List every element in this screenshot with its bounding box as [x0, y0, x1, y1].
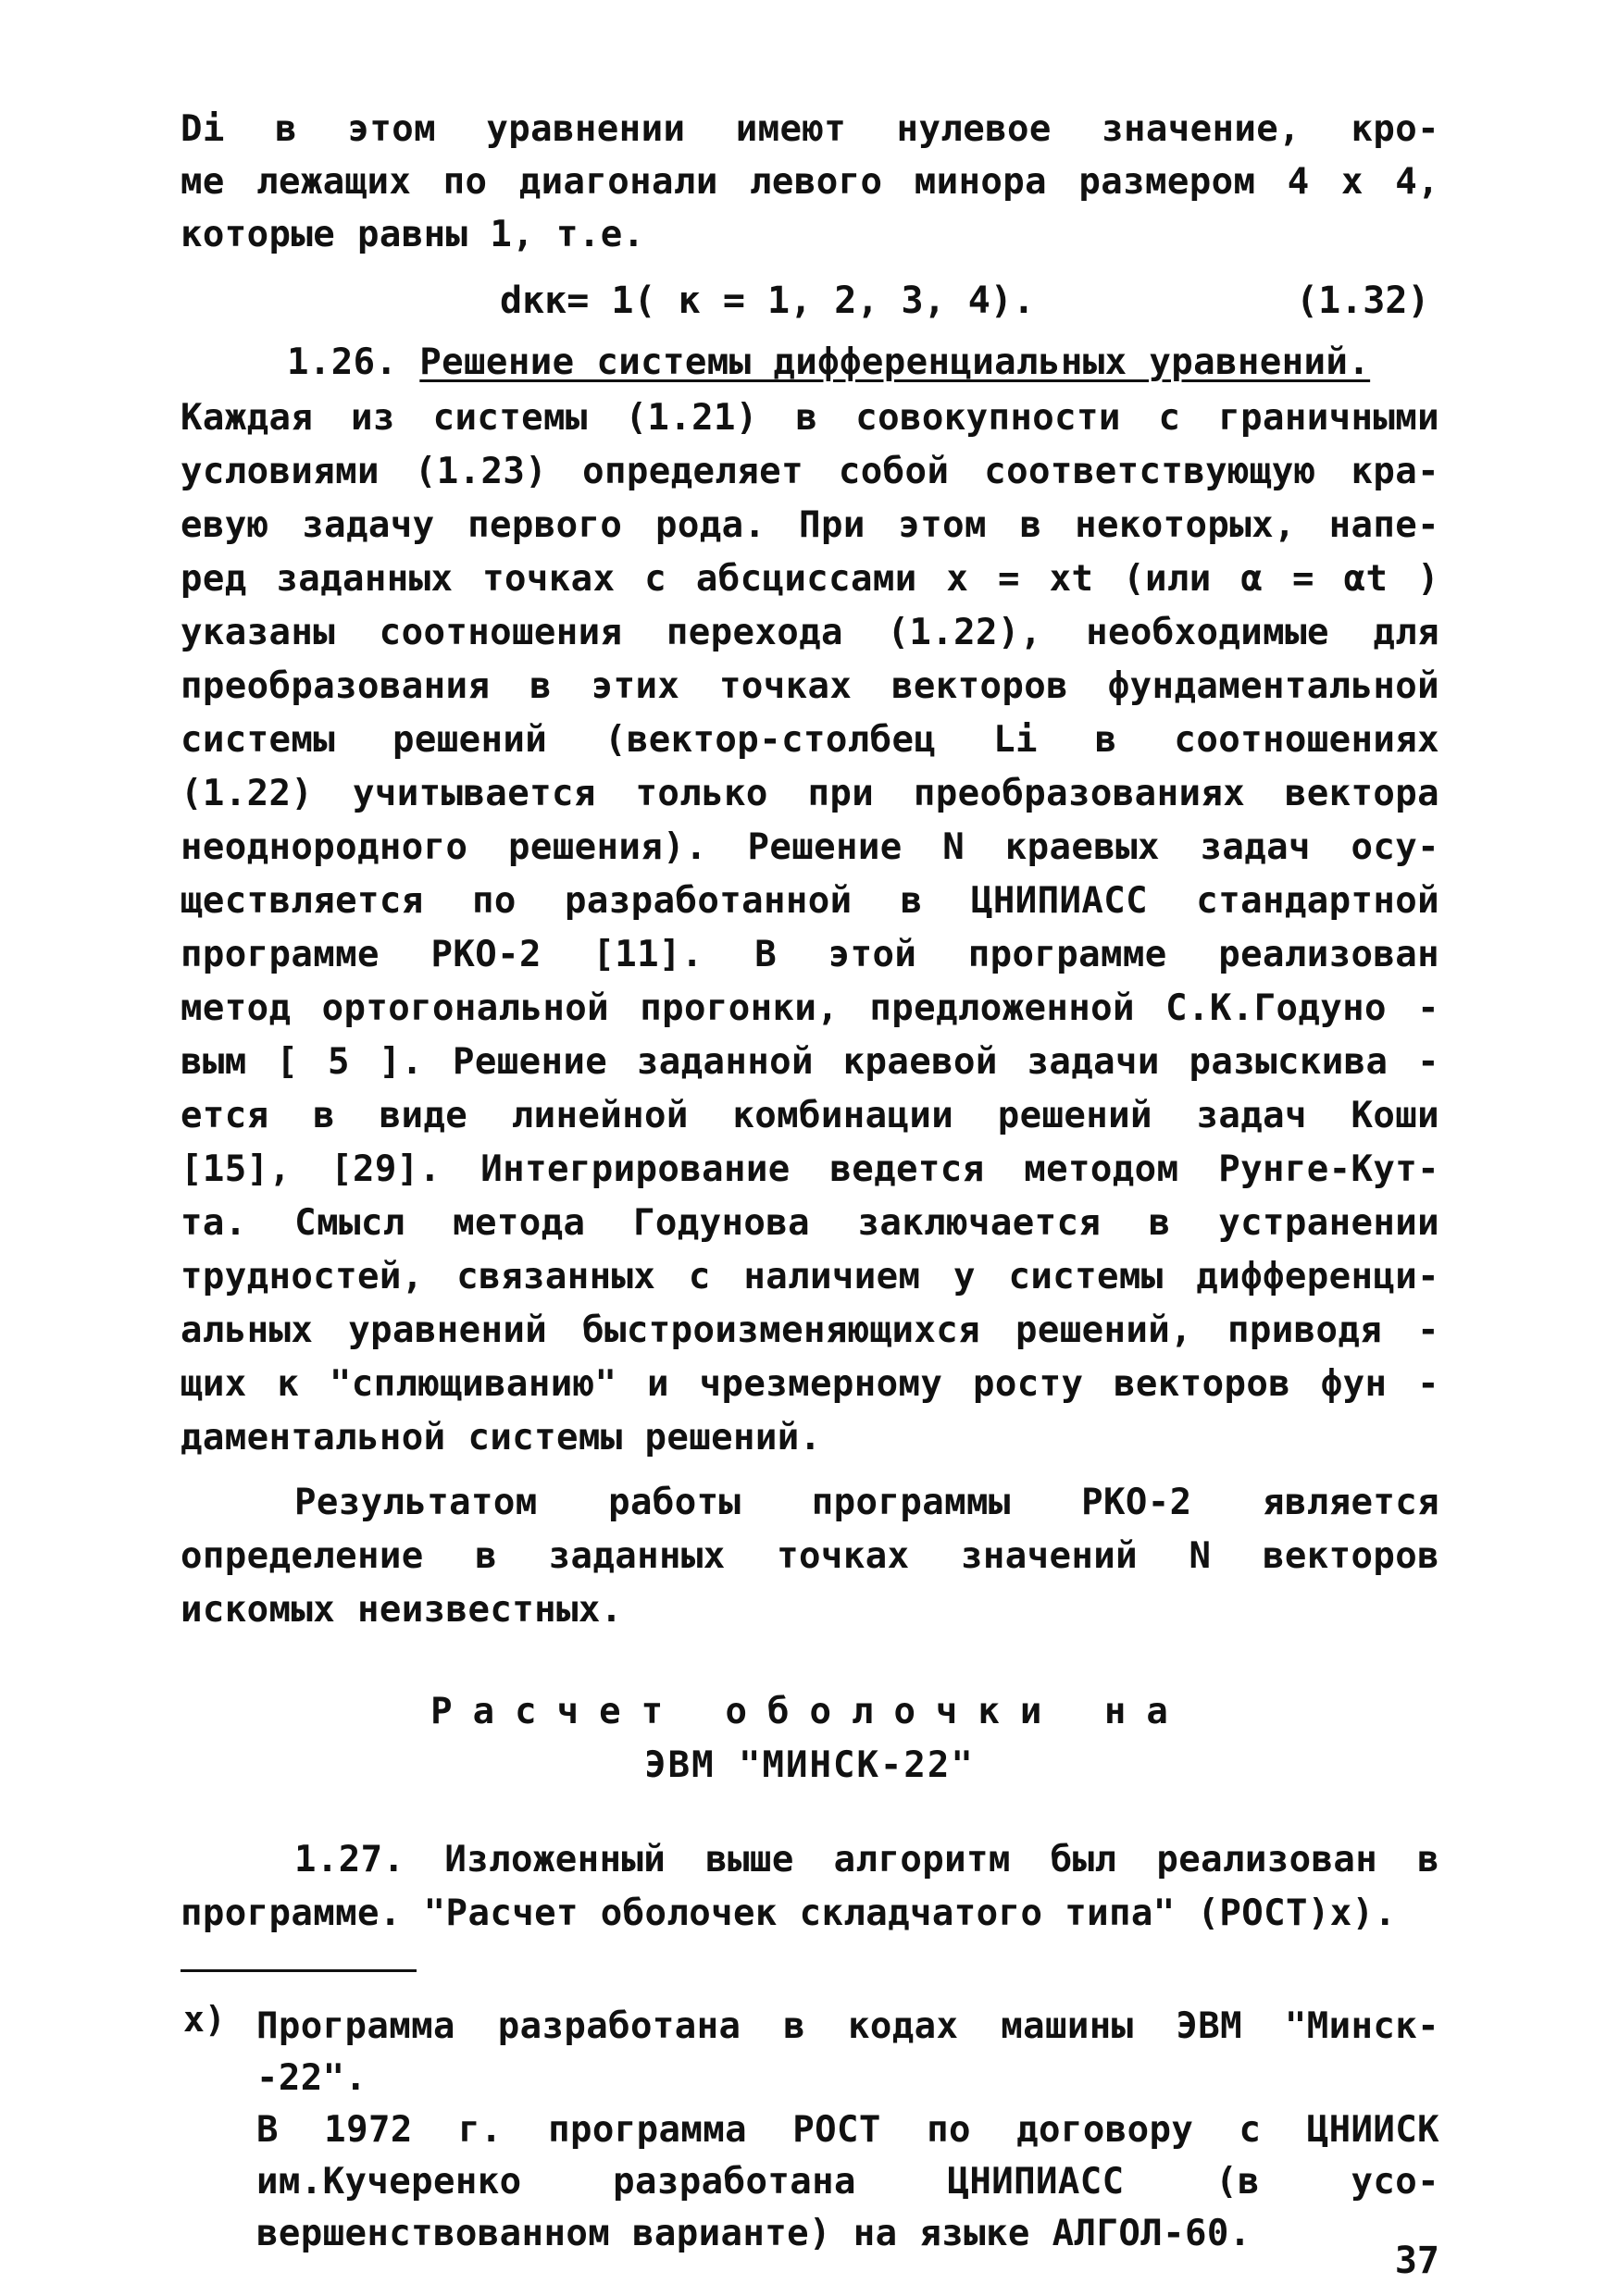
equation-number: (1.32) — [1296, 279, 1430, 322]
section-126-line-10: ществляется по разработанной в ЦНИПИАСС стандартной — [181, 880, 1439, 922]
section-126-line-1: Каждая из системы (1.21) в совокупности с граничными — [181, 397, 1439, 439]
section-126-title: Решение системы дифференциальных уравнений. — [419, 341, 1371, 383]
section-126-line-2: условиями (1.23) определяет собой соответствующую кра- — [181, 451, 1439, 492]
footnote-line-1: Программа разработана в кодах машины ЭВМ "Минск- — [256, 2005, 1439, 2047]
section-126-para2-line-1: Результатом работы программы РКО-2 является — [294, 1482, 1439, 1523]
section-126-line-15: [15], [29]. Интегрирование ведется методом Рунге-Кут- — [181, 1148, 1439, 1190]
section-126-line-5: указаны соотношения перехода (1.22), необходимые для — [181, 612, 1439, 653]
section-126-line-6: преобразования в этих точках векторов фундаментальной — [181, 665, 1439, 707]
intro-line-3: которые равны 1, т.е. — [181, 214, 645, 255]
section-126-line-11: программе РКО-2 [11]. В этой программе реализован — [181, 934, 1439, 975]
section-126-line-14: ется в виде линейной комбинации решений задач Коши — [181, 1095, 1439, 1136]
section-126-para2-line-3: искомых неизвестных. — [181, 1589, 623, 1631]
section-126-line-9: неоднородного решения). Решение N краевых задач осу- — [181, 826, 1439, 868]
section-126-line-18: альных уравнений быстроизменяющихся решений, приводя - — [181, 1309, 1439, 1351]
heading-line-1: Расчет оболочки на — [430, 1691, 1189, 1732]
intro-line-2: ме лежащих по диагонали левого минора размером 4 x 4, — [181, 161, 1439, 203]
section-126-line-12: метод ортогональной прогонки, предложенной С.К.Годуно - — [181, 987, 1439, 1029]
equation-formula: dкк= 1( к = 1, 2, 3, 4). — [500, 279, 1035, 322]
footnote-line-2: -22". — [256, 2057, 367, 2099]
section-126-line-4: ред заданных точках с абсциссами x = xt (или α = αt ) — [181, 558, 1439, 600]
intro-line-1: Di в этом уравнении имеют нулевое значение, кро- — [181, 108, 1439, 150]
footnote-line-3: В 1972 г. программа РОСТ по договору с ЦНИИСК — [256, 2109, 1439, 2151]
heading-line-2: ЭВМ "МИНСК-22" — [644, 1744, 975, 1786]
section-126-line-8: (1.22) учитывается только при преобразованиях вектора — [181, 773, 1439, 814]
section-126-line-20: даментальной системы решений. — [181, 1417, 822, 1458]
footnote-separator — [181, 1969, 417, 1972]
section-126-title-line — [287, 341, 1439, 383]
section-126-line-16: та. Смысл метода Годунова заключается в устранении — [181, 1202, 1439, 1244]
section-126-line-7: системы решений (вектор-столбец Li в соотношениях — [181, 719, 1439, 761]
section-126-number: 1.26. — [287, 341, 398, 383]
footnote-marker: x) — [183, 1999, 226, 2040]
footnote-line-4: им.Кучеренко разработана ЦНИПИАСС (в усо- — [256, 2161, 1439, 2203]
section-126-line-3: евую задачу первого рода. При этом в некоторых, напе- — [181, 504, 1439, 546]
section-126-line-19: щих к "сплющиванию" и чрезмерному росту векторов фун - — [181, 1363, 1439, 1405]
section-126-para2-line-2: определение в заданных точках значений N векторов — [181, 1535, 1439, 1577]
page-number: 37 — [1394, 2240, 1439, 2282]
section-127-line-1: 1.27. Изложенный выше алгоритм был реализован в — [294, 1839, 1439, 1880]
section-126-line-13: вым [ 5 ]. Решение заданной краевой задачи разыскива - — [181, 1041, 1439, 1083]
section-127-line-2: программе. "Расчет оболочек складчатого типа" (РОСТ)x). — [181, 1893, 1397, 1934]
footnote-line-5: вершенствованном варианте) на языке АЛГОЛ-60. — [256, 2213, 1252, 2254]
section-126-line-17: трудностей, связанных с наличием у системы дифференци- — [181, 1256, 1439, 1297]
